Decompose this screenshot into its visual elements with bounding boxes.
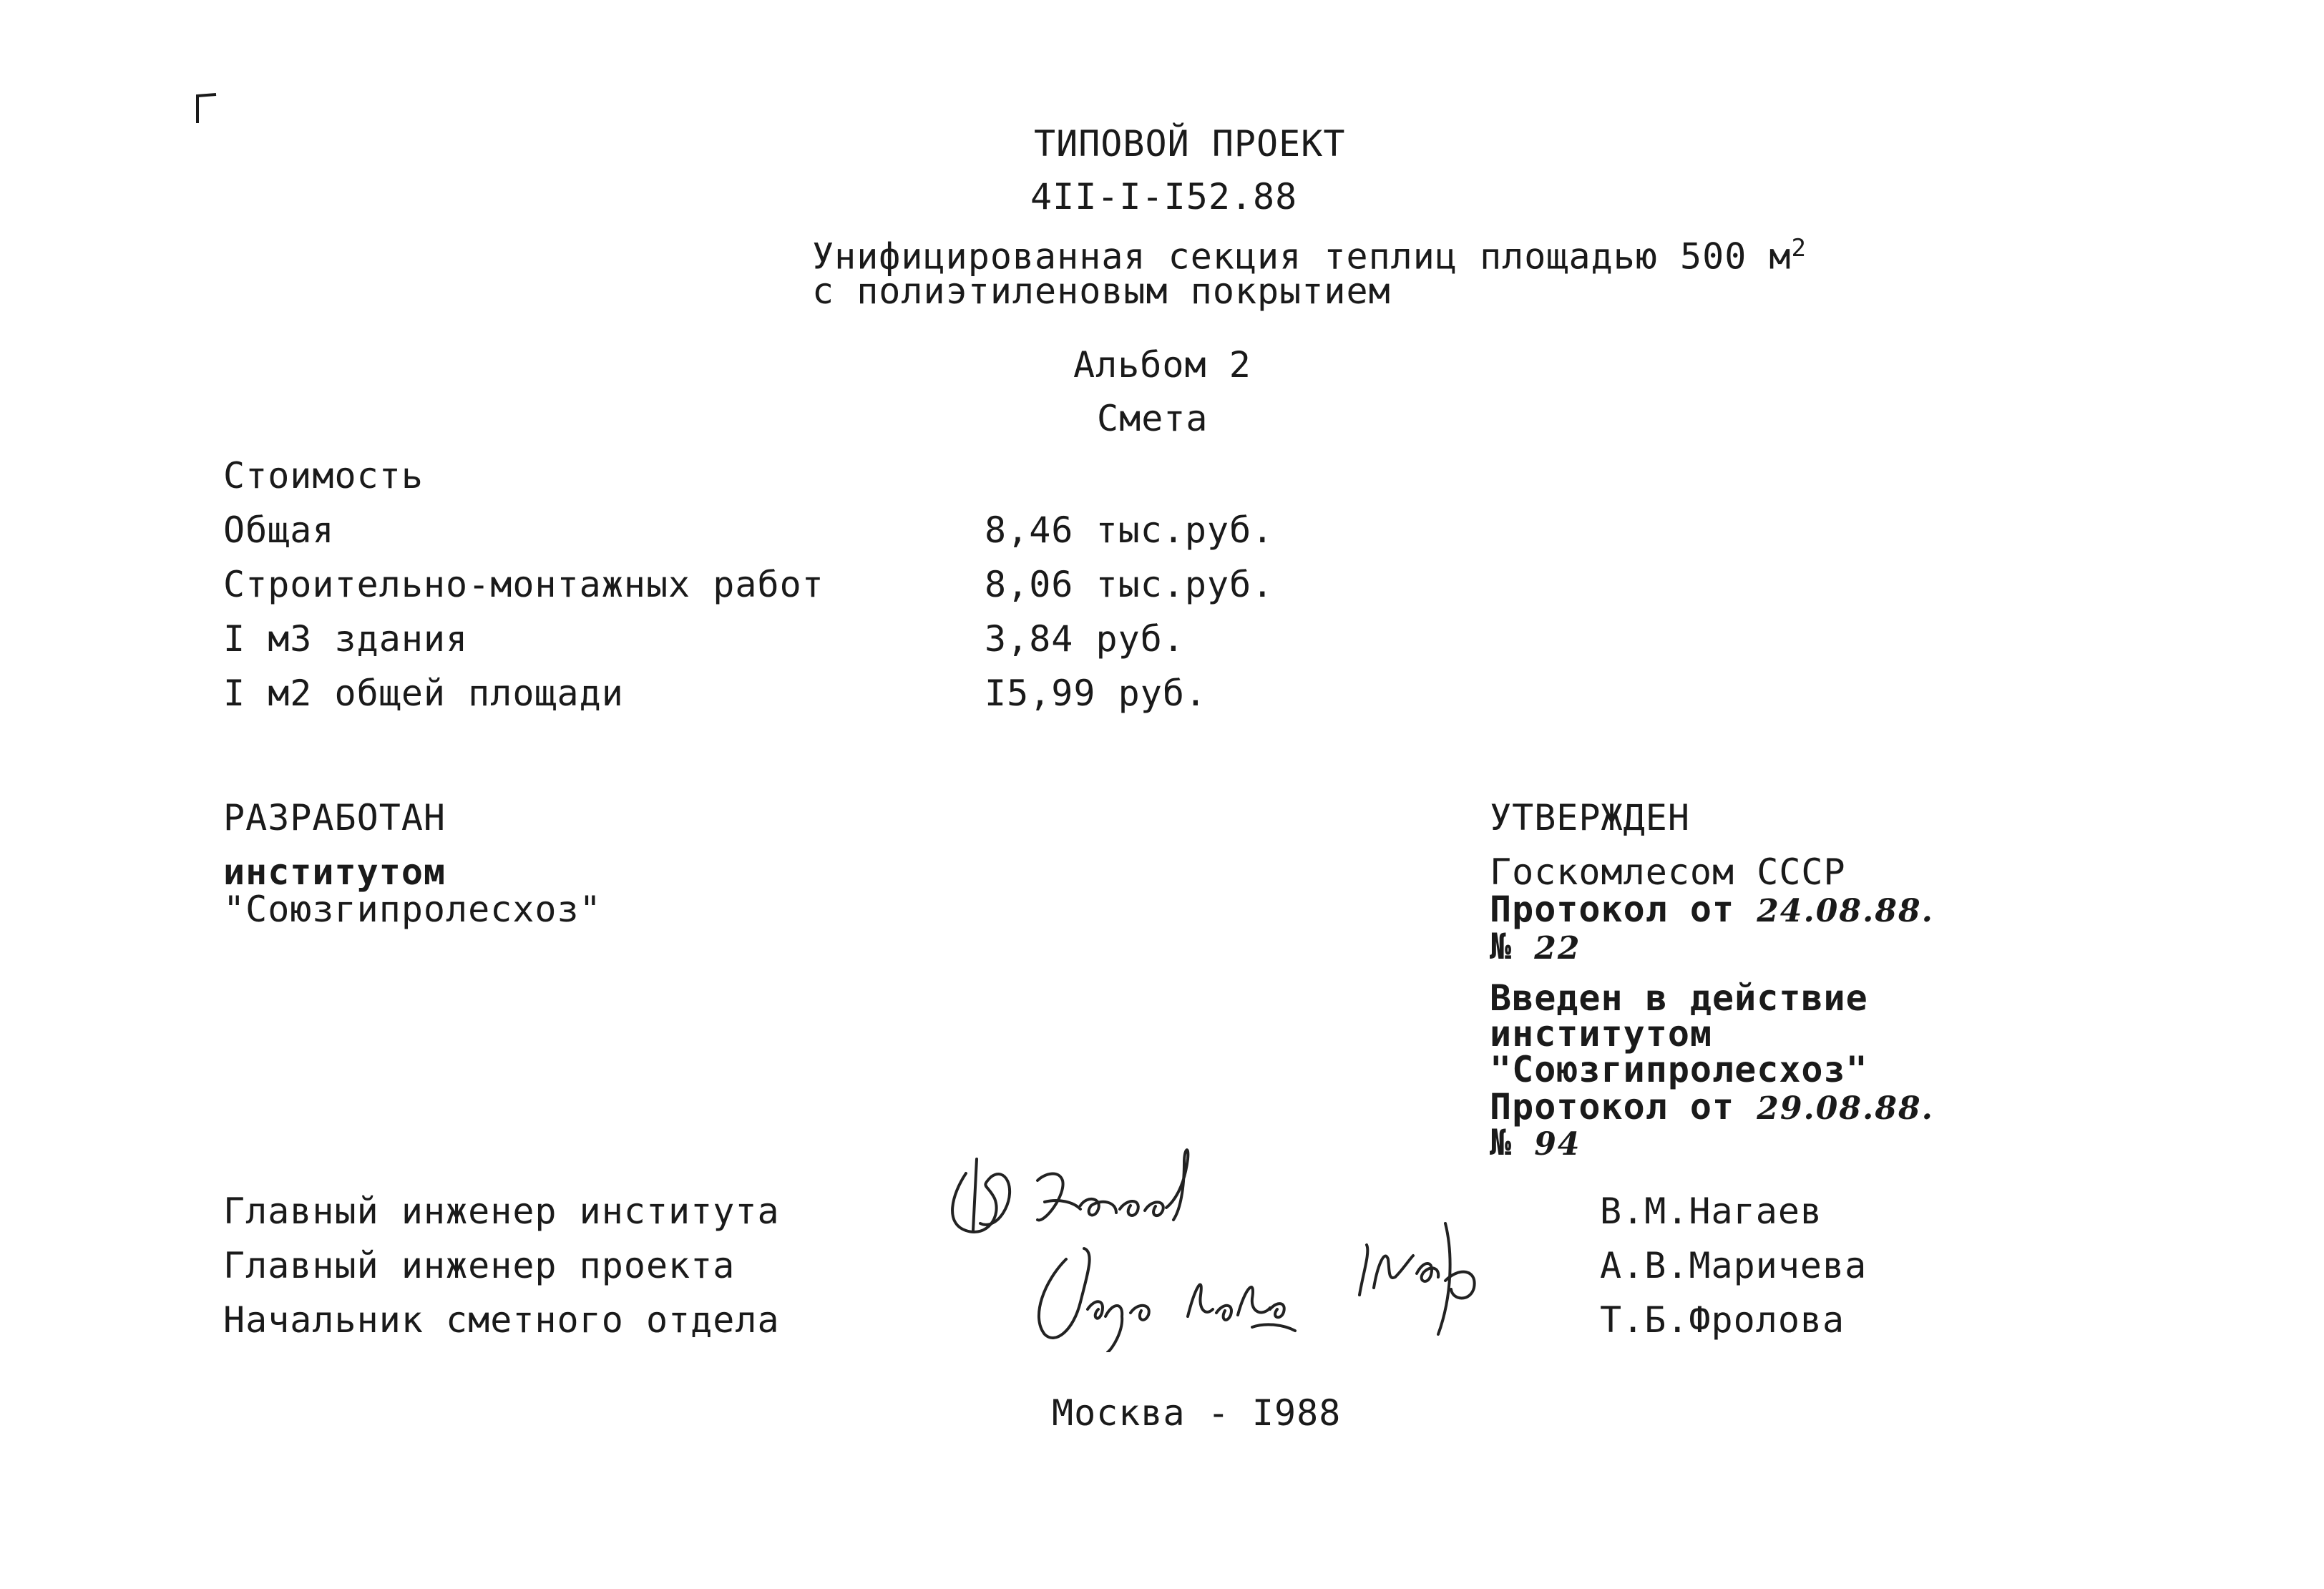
approved-protocol2: Протокол от 29.08.88. [1490, 1086, 1934, 1128]
signature-maricheva [1345, 1209, 1503, 1345]
developed-heading: РАЗРАБОТАН [223, 797, 446, 838]
approved-protocol1-number: № 22 [1490, 926, 1581, 967]
approved-protocol2-date: 29.08.88. [1757, 1090, 1934, 1127]
developed-line2: "Союзгипролесхоз" [223, 889, 602, 930]
intro-line2: институтом [1490, 1013, 1713, 1055]
section-label: Смета [1097, 398, 1209, 439]
cost-value-per-m2: I5,99 руб. [985, 673, 1208, 714]
intro-line3: "Союзгипролесхоз" [1490, 1049, 1868, 1090]
cost-label-construction: Строительно-монтажных работ [223, 564, 824, 605]
project-title-line2: с полиэтиленовым покрытием [812, 270, 1391, 312]
cost-value-construction: 8,06 тыс.руб. [985, 564, 1274, 605]
intro-line1: Введен в действие [1490, 977, 1868, 1019]
approved-protocol2-number: № 94 [1490, 1122, 1581, 1163]
signatory-position-1: Главный инженер института [223, 1190, 780, 1232]
approved-protocol1: Протокол от 24.08.88. [1490, 889, 1934, 930]
signatory-name-1: В.М.Нагаев [1600, 1190, 1823, 1232]
cost-label-total: Общая [223, 509, 335, 551]
cost-label-per-m2: I м2 общей площади [223, 673, 624, 714]
cost-value-total: 8,46 тыс.руб. [985, 509, 1274, 551]
album-label: Альбом 2 [1073, 344, 1251, 386]
signatory-name-3: Т.Б.Фролова [1600, 1299, 1845, 1341]
cost-heading: Стоимость [223, 455, 424, 497]
approved-heading: УТВЕРЖДЕН [1490, 797, 1690, 838]
approved-org: Госкомлесом СССР [1490, 851, 1846, 893]
corner-bracket-mark [195, 93, 218, 124]
project-title-line1: Унифицированная секция теплиц площадью 500 $м^2$ [812, 234, 1807, 278]
approved-protocol1-date: 24.08.88. [1757, 893, 1934, 929]
signatory-name-2: А.В.Маричева [1600, 1245, 1868, 1286]
cost-label-per-m3: I м3 здания [223, 618, 469, 660]
project-type: ТИПОВОЙ ПРОЕКТ [1034, 123, 1346, 165]
developed-line1: институтом [223, 851, 446, 893]
signature-frolova [1016, 1209, 1317, 1352]
city-year: Москва - I988 [1052, 1392, 1342, 1434]
signatory-position-3: Начальник сметного отдела [223, 1299, 780, 1341]
project-number: 4II-I-I52.88 [1030, 176, 1298, 217]
cost-value-per-m3: 3,84 руб. [985, 618, 1185, 660]
signatory-position-2: Главный инженер проекта [223, 1245, 736, 1286]
